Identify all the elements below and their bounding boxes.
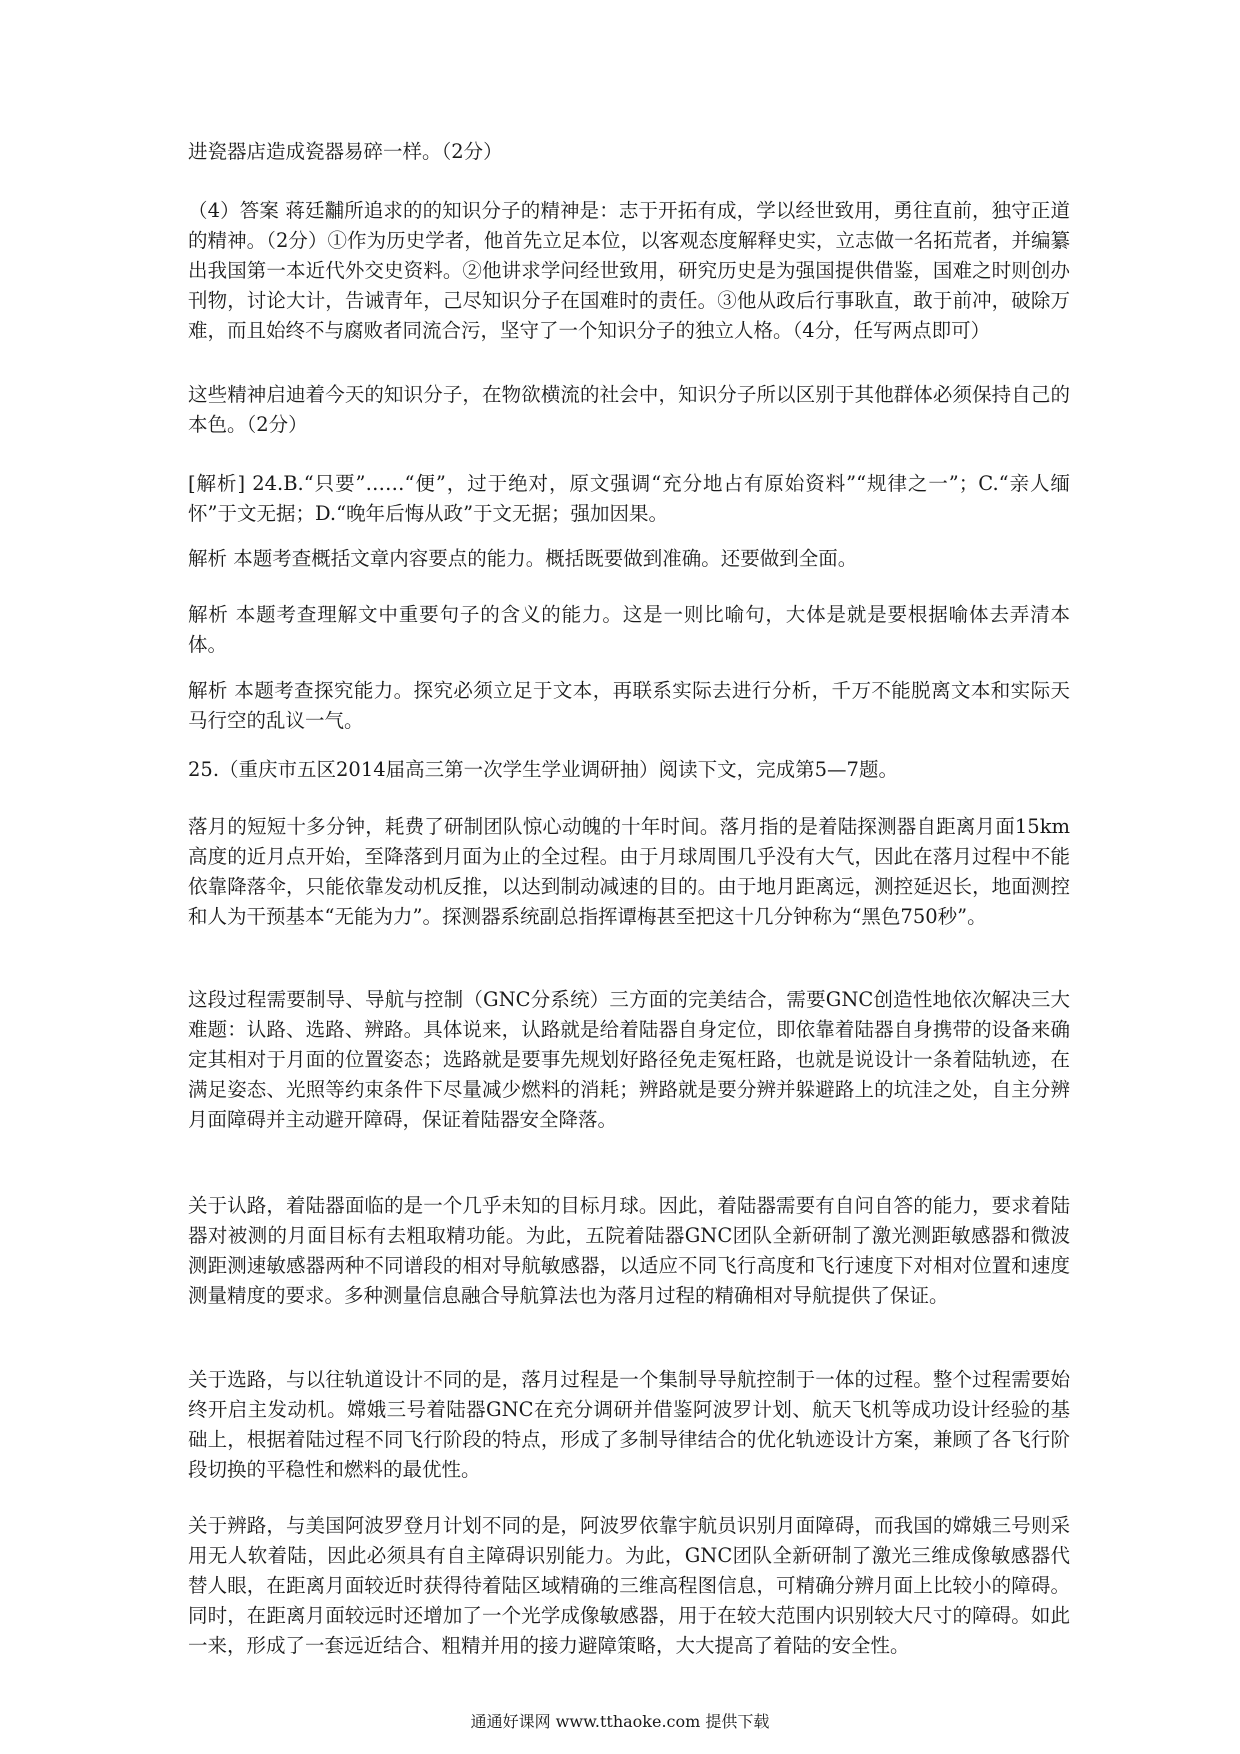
analysis-metaphor: 解析 本题考查理解文中重要句子的含义的能力。这是一则比喻句，大体是就是要根据喻体去弄清本体。 [188, 603, 1070, 656]
answer-4-conclusion: 这些精神启迪着今天的知识分子，在物欲横流的社会中，知识分子所以区别于其他群体必须保持自己的本色。（2分） [188, 383, 1070, 436]
answer-continuation: 进瓷器店造成瓷器易碎一样。（2分） [188, 140, 503, 163]
answer-4: （4）答案 蒋廷黼所追求的的知识分子的精神是：志于开拓有成，学以经世致用，勇往直前，独守正道的精神。（2分）①作为历史学者，他首先立足本位，以客观态度解释史实，立志做一名拓荒者，并编纂出我国第一本近代外交史资料。②他讲求学问经世致用，研究历史是为强国提供借鉴，国难之时则创办刊物，讨论大计，告诫青年，己尽知识分子在国难时的责任。③他从政后行事耿直，敢于前冲，破除万难，而且始终不与腐败者同流合污，坚守了一个知识分子的独立人格。（4分，任写两点即可） [188, 199, 1070, 342]
passage-paragraph-1: 落月的短短十多分钟，耗费了研制团队惊心动魄的十年时间。落月指的是着陆探测器自距离月面15km高度的近月点开始，至降落到月面为止的全过程。由于月球周围几乎没有大气，因此在落月过程中不能依靠降落伞，只能依靠发动机反推，以达到制动减速的目的。由于地月距离远，测控延迟长，地面测控和人为干预基本“无能为力”。探测器系统副总指挥谭梅甚至把这十几分钟称为“黑色750秒”。 [188, 815, 1070, 928]
passage-paragraph-4: 关于选路，与以往轨道设计不同的是，落月过程是一个集制导导航控制于一体的过程。整个过程需要始终开启主发动机。嫦娥三号着陆器GNC在充分调研并借鉴阿波罗计划、航天飞机等成功设计经验的基础上，根据着陆过程不同飞行阶段的特点，形成了多制导律结合的优化轨迹设计方案，兼顾了各飞行阶段切换的平稳性和燃料的最优性。 [188, 1368, 1070, 1481]
question-25-heading: 25.（重庆市五区2014届高三第一次学生学业调研抽）阅读下文，完成第5—7题。 [188, 758, 898, 781]
passage-paragraph-3: 关于认路，着陆器面临的是一个几乎未知的目标月球。因此，着陆器需要有自问自答的能力，要求着陆器对被测的月面目标有去粗取精功能。为此，五院着陆器GNC团队全新研制了激光测距敏感器和微波测距测速敏感器两种不同谱段的相对导航敏感器，以适应不同飞行高度和飞行速度下对相对位置和速度测量精度的要求。多种测量信息融合导航算法也为落月过程的精确相对导航提供了保证。 [188, 1194, 1070, 1307]
passage-paragraph-5: 关于辨路，与美国阿波罗登月计划不同的是，阿波罗依靠宇航员识别月面障碍，而我国的嫦娥三号则采用无人软着陆，因此必须具有自主障碍识别能力。为此，GNC团队全新研制了激光三维成像敏感器代替人眼，在距离月面较近时获得待着陆区域精确的三维高程图信息，可精确分辨月面上比较小的障碍。同时，在距离月面较远时还增加了一个光学成像敏感器，用于在较大范围内识别较大尺寸的障碍。如此一来，形成了一套远近结合、粗精并用的接力避障策略，大大提高了着陆的安全性。 [188, 1514, 1070, 1657]
analysis-24: [解析] 24.B.“只要”……“便”，过于绝对，原文强调“充分地占有原始资料”“规律之一”；C.“亲人缅怀”于文无据；D.“晚年后悔从政”于文无据；强加因果。 [188, 472, 1070, 525]
analysis-inquiry: 解析 本题考查探究能力。探究必须立足于文本，再联系实际去进行分析，千万不能脱离文本和实际天马行空的乱议一气。 [188, 679, 1070, 732]
passage-paragraph-2: 这段过程需要制导、导航与控制（GNC分系统）三方面的完美结合，需要GNC创造性地依次解决三大难题：认路、选路、辨路。具体说来，认路就是给着陆器自身定位，即依靠着陆器自身携带的设备来确定其相对于月面的位置姿态；选路就是要事先规划好路径免走冤枉路，也就是说设计一条着陆轨迹，在满足姿态、光照等约束条件下尽量减少燃料的消耗；辨路就是要分辨并躲避路上的坑洼之处，自主分辨月面障碍并主动避开障碍，保证着陆器安全降落。 [188, 988, 1070, 1131]
analysis-summary: 解析 本题考查概括文章内容要点的能力。概括既要做到准确。还要做到全面。 [188, 547, 858, 570]
page-footer: 通通好课网 www.tthaoke.com 提供下载 [470, 1712, 770, 1731]
